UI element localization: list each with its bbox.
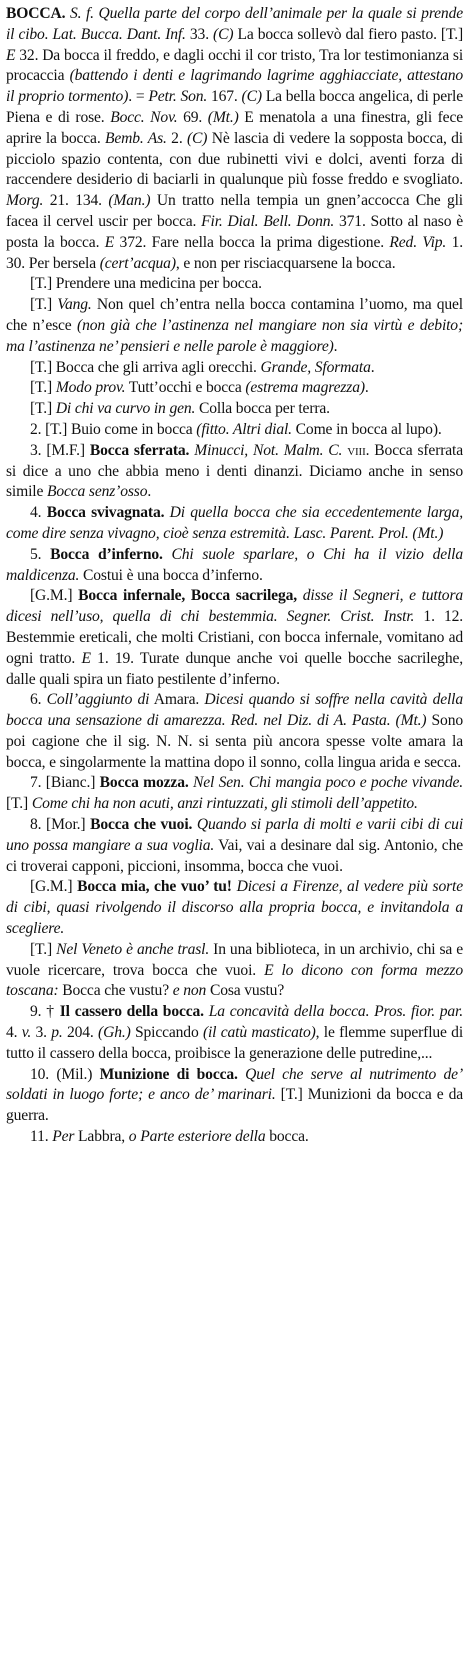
text-run: (cert’acqua) bbox=[99, 254, 176, 272]
text-run bbox=[238, 1066, 245, 1083]
text-run: Minucci, Not. Malm. C. bbox=[194, 441, 343, 459]
entry-sense bbox=[6, 1065, 463, 1127]
text-run: [T.] bbox=[30, 940, 57, 958]
text-run: Sono poi cagione che il sig. N. N. si senta più ancora spesse volte amara la bocca, e singolarmente la mattina dopo il sonno, colla lingua arida e secca. bbox=[6, 712, 463, 771]
entry-sense bbox=[6, 399, 463, 420]
text-run: p. bbox=[51, 1024, 63, 1042]
text-run: Di chi va curvo in gen. bbox=[55, 400, 196, 418]
text-run: E bbox=[104, 233, 115, 251]
text-run: Vang. bbox=[57, 296, 92, 314]
text-run: (Mt.) bbox=[207, 108, 239, 126]
text-run: (Man.) bbox=[108, 192, 151, 210]
text-run: [T.] Bocca che gli arriva agli orecchi. bbox=[30, 358, 261, 376]
text-run: Come in bocca al lupo). bbox=[291, 420, 442, 438]
text-run: Fir. Dial. Bell. Donn. bbox=[201, 212, 335, 230]
text-run: 2. [T.] Buio come in bocca bbox=[30, 420, 197, 438]
text-run bbox=[163, 546, 172, 563]
text-run: [T.] Munizioni da bocca e da guerra. bbox=[6, 1086, 463, 1125]
text-run: [T.] bbox=[30, 379, 56, 397]
text-run: Red. Vip. bbox=[389, 233, 447, 251]
entry-sense bbox=[6, 420, 463, 441]
entry-sense bbox=[6, 940, 463, 1002]
entry-sense bbox=[6, 274, 463, 295]
text-run: 21. 134. bbox=[43, 192, 109, 210]
text-run: La bocca sollevò dal fiero pasto. [T.] bbox=[233, 25, 463, 43]
text-run: Dicesi quando si soffre nella cavità della bocca una sensazione di amarezza. Red. nel Diz. di A. Pasta. (Mt.) bbox=[6, 691, 464, 730]
text-run: 371. Sotto al naso è posta la bocca. bbox=[6, 212, 463, 251]
text-run: La concavità della bocca. Pros. fior. par. bbox=[208, 1003, 463, 1021]
text-run: 9. † bbox=[30, 1003, 60, 1021]
text-run: , le flemme superflue di tutto il cassero della bocca, proibisce la generazione delle putredine,... bbox=[6, 1024, 463, 1062]
text-run: (Gh.) bbox=[98, 1024, 131, 1042]
text-run: Modo prov. bbox=[55, 379, 126, 397]
text-run: Bocca infernale, Bocca sacrilega, bbox=[78, 587, 297, 605]
entry-sense bbox=[6, 503, 463, 545]
entry-sense bbox=[6, 545, 463, 587]
text-run: E menatola a una finestra, gli fece aprire la bocca. bbox=[6, 108, 463, 147]
text-run: E bbox=[6, 46, 16, 64]
text-run: In una biblioteca, in un archivio, chi sa e vuole ricercare, trova bocca che vuoi. bbox=[6, 940, 463, 979]
text-run: Spiccando bbox=[130, 1024, 203, 1042]
text-run: La bella bocca angelica, di perle Piena e di rose. bbox=[6, 88, 463, 126]
text-run: o Parte esteriore della bbox=[128, 1128, 266, 1146]
text-run: Vai, vai a desinare dal sig. Antonio, che ci troverai capponi, piccioni, insomma, bocca che vuoi. bbox=[6, 836, 464, 875]
text-run: [G.M.] bbox=[30, 587, 79, 605]
text-run: . = bbox=[128, 88, 149, 106]
entry-sense bbox=[6, 1127, 463, 1148]
text-run: v. bbox=[21, 1024, 32, 1042]
text-run: Munizione di bocca. bbox=[99, 1065, 238, 1083]
text-run: Bocca senz’osso bbox=[46, 483, 148, 501]
entry-sense bbox=[6, 690, 463, 773]
text-run: disse il Segneri, e tuttora dicesi nell’uso, quella di chi bestemmia. Segner. Crist. Instr. bbox=[6, 587, 464, 626]
text-run: [T.] bbox=[6, 795, 32, 813]
text-run: Tutt’occhi e bocca bbox=[125, 379, 246, 397]
text-run: 204. bbox=[62, 1024, 99, 1042]
text-run: . Bocca sferrata si dice a uno che abbia meno i denti dinanzi. Diciamo anche in senso simile bbox=[6, 441, 464, 501]
text-run: (il catù masticato) bbox=[202, 1024, 316, 1042]
text-run: Bocca mozza. bbox=[99, 774, 189, 792]
text-run: 7. [Bianc.] bbox=[30, 774, 100, 792]
text-run: 69. bbox=[177, 108, 208, 126]
text-run: Di quella bocca che sia eccedentemente larga, come dire senza vivagno, cioè senza estremità. Lasc. Parent. Prol. (Mt.) bbox=[6, 504, 463, 542]
text-run: . bbox=[333, 337, 338, 355]
text-run: 1. 12. Bestemmie ereticali, che molti Cristiani, con bocca infernale, vomitano ad ogni tratto. bbox=[6, 608, 464, 667]
text-run: Nel Sen. Chi mangia poco e poche vivande. bbox=[193, 774, 463, 792]
text-run: 1. 19. Turate dunque anche voi quelle bocche sacrileghe, dalle quali spira un fiato pestilente d’inferno. bbox=[6, 649, 463, 688]
entry-definition bbox=[6, 4, 463, 274]
text-run: Il cassero della bocca. bbox=[59, 1003, 204, 1021]
entry-sense bbox=[6, 295, 463, 357]
text-run: [T.] bbox=[30, 296, 58, 314]
entry-sense bbox=[6, 586, 463, 690]
text-run: Bocca mia, che vuo’ tu! bbox=[77, 878, 232, 896]
entry-sense bbox=[6, 358, 463, 379]
text-run: 372. Fare nella bocca la prima digestione. bbox=[114, 233, 390, 251]
text-run: e non bbox=[172, 982, 207, 1000]
text-run: Colla bocca per terra. bbox=[195, 400, 330, 418]
text-run: (C) bbox=[241, 88, 262, 106]
text-run: . bbox=[147, 483, 152, 501]
text-run: Per bbox=[52, 1128, 75, 1146]
text-run: Grande, Sformata bbox=[260, 358, 371, 376]
text-run: Costui è una bocca d’inferno. bbox=[79, 566, 263, 584]
text-run: Quel che serve al nutrimento de’ soldati in luogo forte; e anco de’ marinari. bbox=[6, 1065, 463, 1104]
text-run: 4. bbox=[6, 1024, 22, 1042]
text-run: Labbra, bbox=[74, 1128, 129, 1146]
entry-sense bbox=[6, 1002, 463, 1064]
text-run: Bocca che vustu? bbox=[58, 982, 173, 1000]
text-run: (C) bbox=[186, 129, 208, 147]
text-run: Chi suole sparlare, o Chi ha il vizio della maldicenza. bbox=[6, 545, 464, 584]
text-run: Coll’aggiunto di bbox=[46, 691, 150, 709]
text-run: Cosa vustu? bbox=[206, 982, 285, 1000]
text-run: . bbox=[364, 379, 369, 397]
text-run: Amara. bbox=[149, 691, 205, 709]
text-run: Nè lascia di vedere la sopposta bocca, di picciolo spazio contenta, con due rubinetti vivi e dolci, aventi forza di raccendere desiderio di baciarli in qualunque più fosse freddo e svogliato. bbox=[6, 129, 463, 189]
text-run: Bocca che vuoi. bbox=[90, 816, 193, 834]
entry-sense bbox=[6, 877, 463, 939]
text-run: [G.M.] bbox=[30, 878, 78, 896]
text-run: Un tratto nella tempia un gnen’accocca Che gli facea il cervel uscir per bocca. bbox=[6, 192, 463, 230]
text-run: viii bbox=[347, 441, 366, 459]
text-run: bocca. bbox=[265, 1128, 309, 1146]
text-run: 4. bbox=[30, 504, 47, 522]
text-run: 11. bbox=[30, 1128, 53, 1146]
text-run: 6. bbox=[30, 691, 47, 709]
text-run: Bocc. Nov. bbox=[110, 108, 178, 126]
text-run: E lo dicono con forma mezzo toscana: bbox=[6, 961, 463, 1000]
headword: BOCCA. bbox=[6, 5, 66, 22]
text-run: [T.] bbox=[30, 400, 56, 418]
entry-sense bbox=[6, 773, 463, 815]
text-run: 2. bbox=[166, 129, 187, 147]
text-run: 10. (Mil.) bbox=[30, 1065, 100, 1083]
text-run: Non quel ch’entra nella bocca contamina l’uomo, ma quel che n’esce bbox=[6, 296, 463, 334]
text-run: Bocca sferrata. bbox=[89, 441, 190, 459]
entry-sense bbox=[6, 815, 463, 877]
entry-sense bbox=[6, 378, 463, 399]
text-run: Petr. Son. bbox=[148, 88, 208, 106]
text-run: S. f. Quella parte del corpo dell’animale per la quale si prende il cibo. Lat. Bucca. Dant. Inf. bbox=[6, 5, 463, 43]
text-run: 32. Da bocca il freddo, e dagli occhi il cor tristo, Tra lor testimonianza si procaccia bbox=[6, 46, 463, 85]
text-run: Nel Veneto è anche trasl. bbox=[56, 940, 210, 958]
text-run: 3. bbox=[31, 1024, 52, 1042]
text-run: Come chi ha non acuti, anzi rintuzzati, gli stimoli dell’appetito. bbox=[31, 795, 418, 813]
text-run: Morg. bbox=[6, 192, 44, 210]
entry-sense bbox=[6, 441, 463, 503]
text-run: 5. bbox=[30, 545, 51, 563]
text-run: 167. bbox=[207, 88, 242, 106]
text-run: Bemb. As. bbox=[104, 129, 167, 147]
text-run: 1. 30. Per bersela bbox=[6, 233, 463, 272]
text-run: (estrema magrezza) bbox=[245, 379, 365, 397]
text-run: , e non per risciacquarsene la bocca. bbox=[175, 254, 396, 272]
text-run: Bocca d’inferno. bbox=[50, 545, 163, 563]
text-run: E bbox=[81, 649, 91, 667]
text-run: Bocca svivagnata. bbox=[46, 504, 165, 522]
text-run: . bbox=[370, 358, 375, 376]
text-run: [T.] Prendere una medicina per bocca. bbox=[30, 275, 262, 293]
text-run: (fitto. Altri dial. bbox=[196, 420, 292, 438]
text-run: 3. [M.F.] bbox=[30, 441, 90, 459]
text-run: (battendo i denti e lagrimando lagrime agghiacciate, attestano il proprio tormento) bbox=[6, 67, 464, 106]
text-run: 8. [Mor.] bbox=[30, 816, 91, 834]
text-run: 33. bbox=[185, 25, 214, 43]
text-run: (non già che l’astinenza nel mangiare non sia virtù e debito; ma l’astinenza ne’ pensieri e nelle parole è maggiore) bbox=[6, 316, 464, 355]
text-run: Quando si parla di molti e varii cibi di cui uno possa mangiare a sua voglia. bbox=[6, 816, 463, 854]
text-run: (C) bbox=[213, 25, 234, 43]
text-run: Dicesi a Firenze, al vedere più sorte di cibi, quasi rivolgendo il discorso alla propria bocca, e invitandola a scegliere. bbox=[6, 878, 463, 938]
